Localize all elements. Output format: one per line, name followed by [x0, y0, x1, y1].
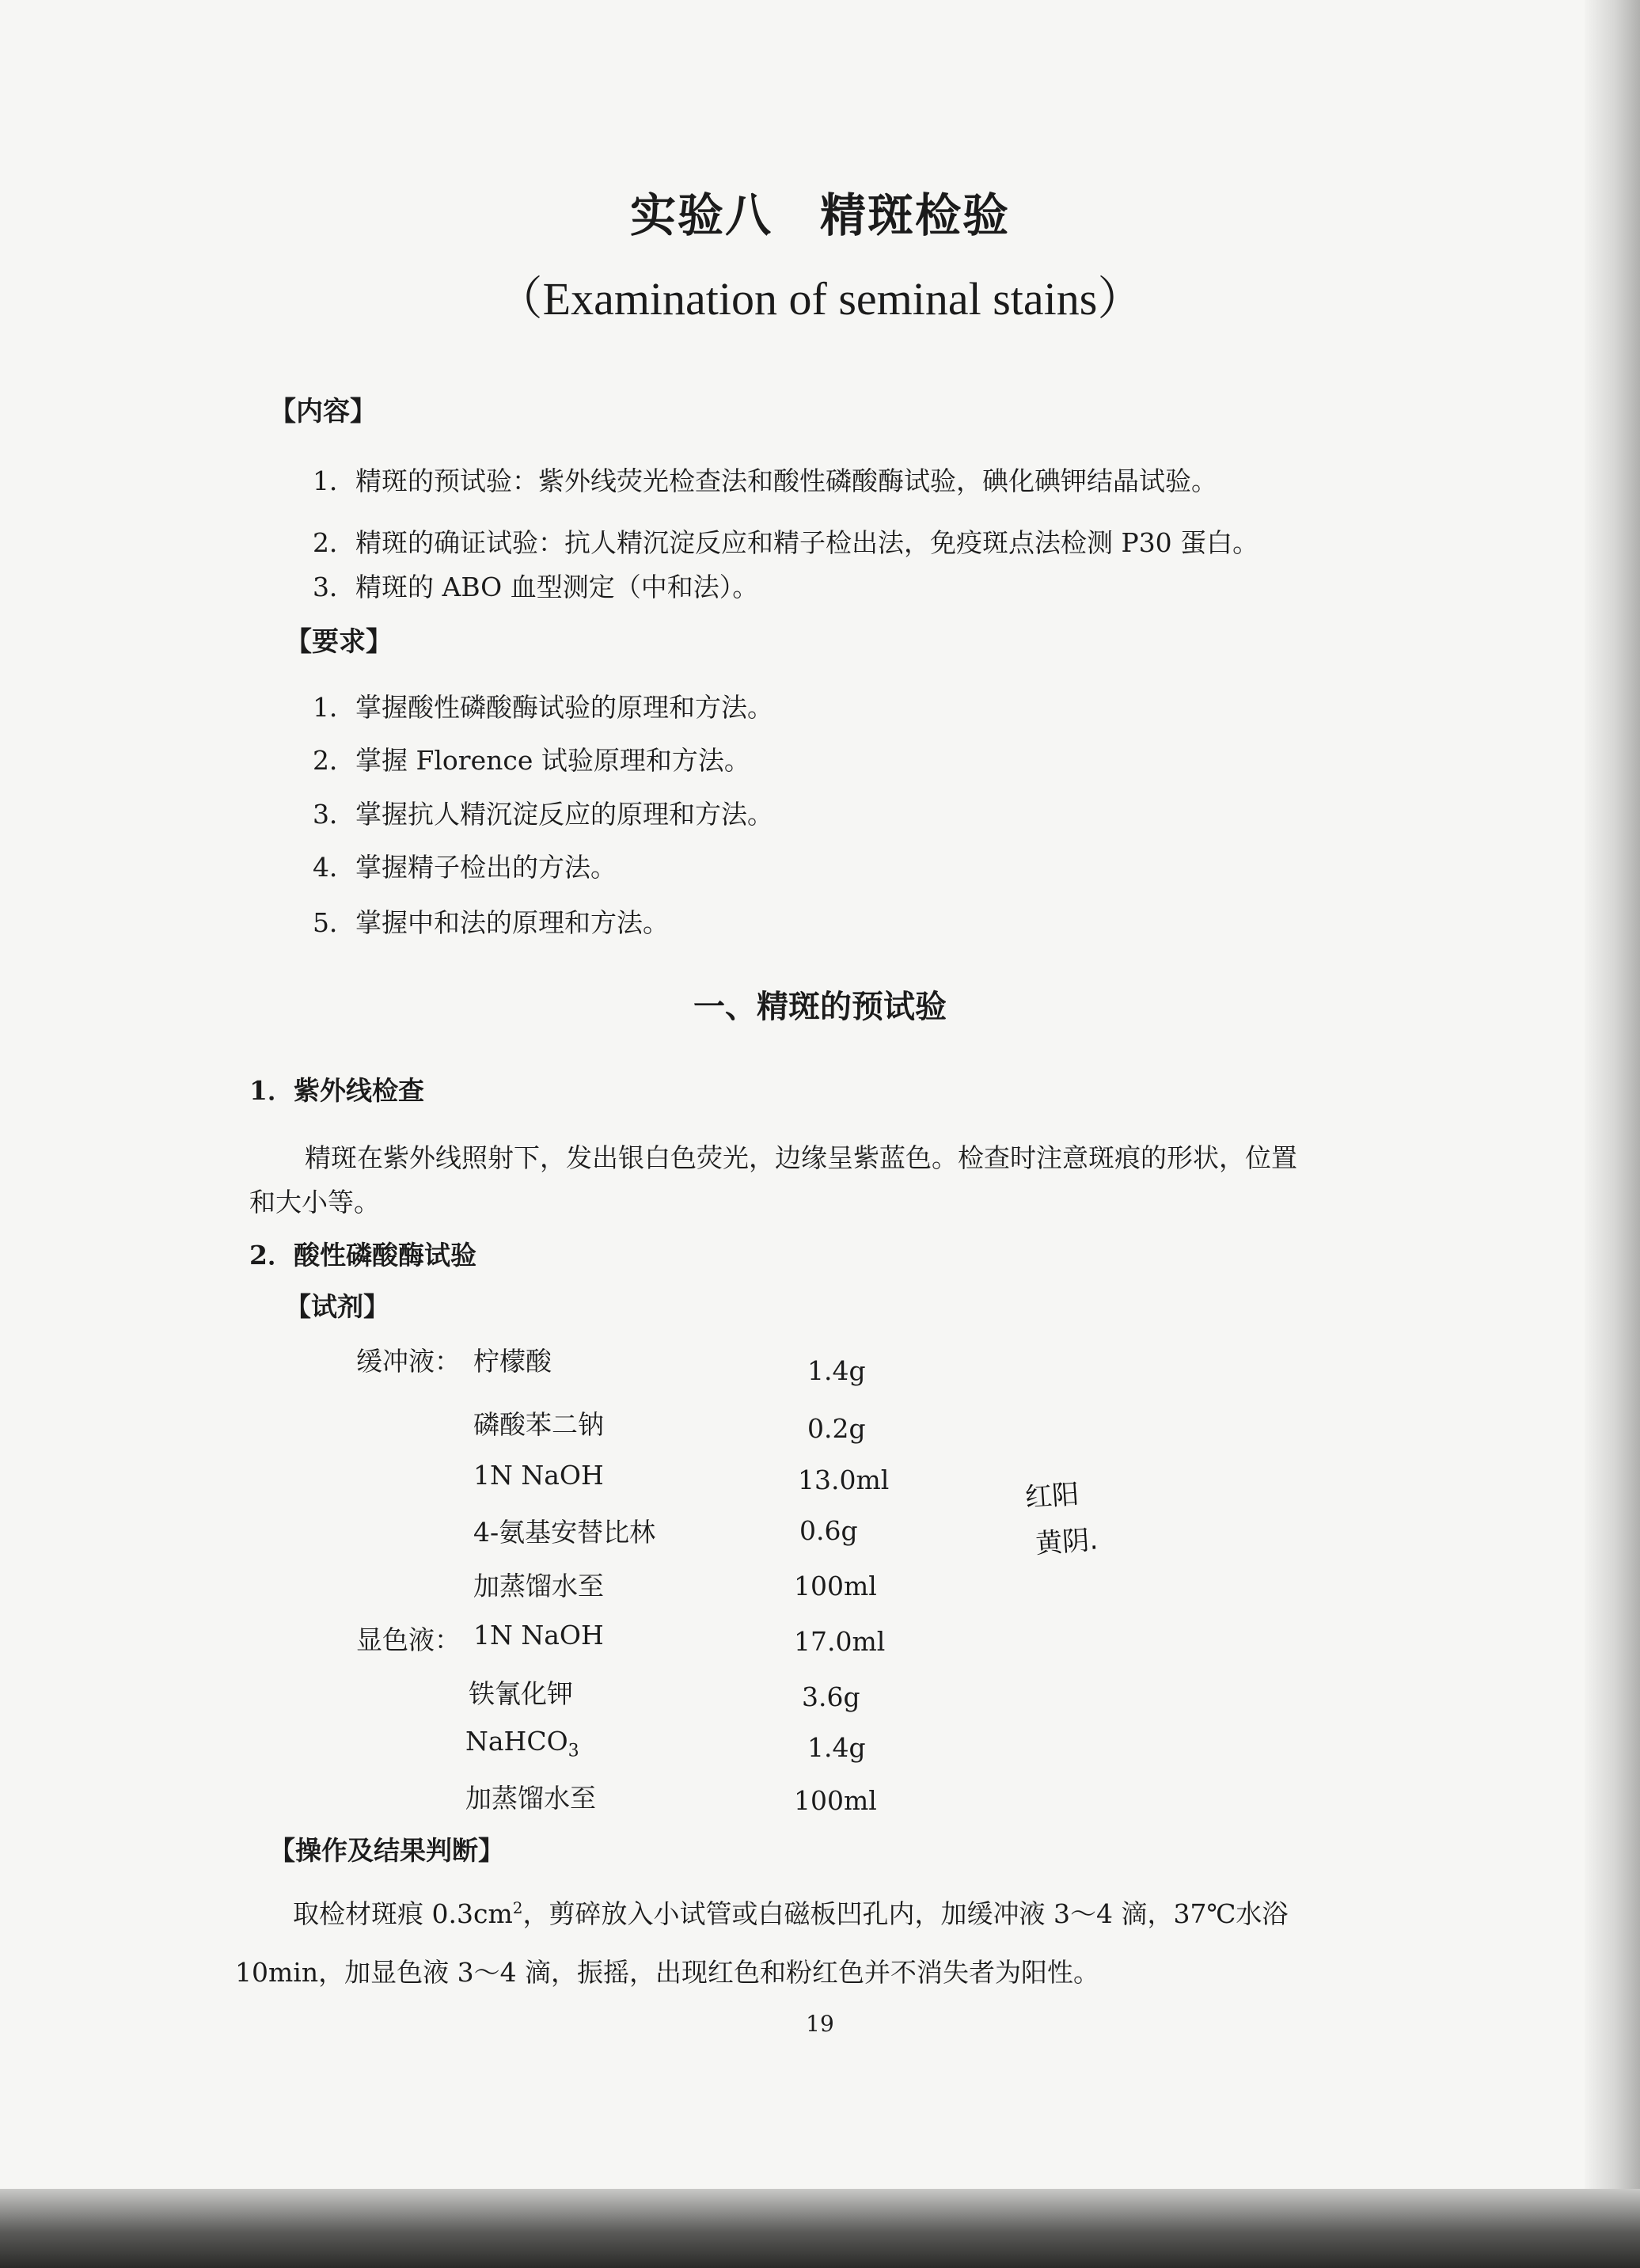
page-number: 19	[806, 2011, 834, 2037]
content-item-1: 1．精斑的预试验：紫外线荧光检查法和酸性磷酸酶试验，碘化碘钾结晶试验。	[313, 465, 1217, 496]
buffer-reagent-3: 1N NaOH	[473, 1460, 604, 1491]
developer-amount-4: 100ml	[794, 1785, 877, 1816]
page-edge-shadow	[1585, 0, 1640, 2268]
developer-reagent-1: 1N NaOH	[473, 1620, 604, 1651]
acp-heading: 2．酸性磷酸酶试验	[249, 1240, 476, 1271]
requirement-item-1: 1．掌握酸性磷酸酶试验的原理和方法。	[313, 692, 773, 723]
operation-line-2: 10min，加显色液 3～4 滴，振摇，出现红色和粉红色并不消失者为阳性。	[235, 1957, 1100, 1988]
buffer-amount-2: 0.2g	[807, 1413, 866, 1444]
developer-reagent-3: NaHCO$_3$	[465, 1726, 579, 1761]
uv-paragraph-line-2: 和大小等。	[249, 1187, 380, 1218]
uv-heading: 1．紫外线检查	[249, 1075, 424, 1106]
buffer-reagent-5: 加蒸馏水至	[473, 1571, 604, 1601]
developer-label: 显色液：	[356, 1624, 461, 1655]
page-title: 实验八 精斑检验	[629, 188, 1010, 242]
uv-paragraph-line-1: 精斑在紫外线照射下，发出银白色荧光，边缘呈紫蓝色。检查时注意斑痕的形状，位置	[305, 1142, 1297, 1173]
requirement-item-5: 5．掌握中和法的原理和方法。	[313, 907, 669, 938]
developer-reagent-2: 铁氰化钾	[469, 1678, 573, 1709]
operation-line-1: 取检材斑痕 $0.3cm^2$，剪碎放入小试管或白磁板凹孔内，加缓冲液 3～4 滴，37℃水浴	[293, 1898, 1289, 1929]
requirements-heading: 【要求】	[285, 626, 393, 658]
scan-bottom-border	[0, 2189, 1640, 2268]
reagent-heading: 【试剂】	[285, 1291, 389, 1322]
page-subtitle: （Examination of seminal stains）	[496, 273, 1144, 325]
requirement-item-4: 4．掌握精子检出的方法。	[313, 852, 617, 883]
buffer-reagent-2: 磷酸苯二钠	[473, 1409, 604, 1440]
handwritten-note-red-positive: 红阳	[1023, 1478, 1080, 1514]
developer-reagent-4: 加蒸馏水至	[465, 1783, 596, 1814]
requirement-item-2: 2．掌握 Florence 试验原理和方法。	[313, 745, 750, 776]
content-item-3: 3．精斑的 ABO 血型测定（中和法）。	[313, 572, 759, 602]
developer-amount-2: 3.6g	[802, 1681, 860, 1712]
handwritten-note-yellow-negative: 黄阴.	[1034, 1524, 1099, 1560]
buffer-amount-4: 0.6g	[799, 1515, 858, 1546]
buffer-amount-5: 100ml	[794, 1571, 877, 1601]
developer-amount-1: 17.0ml	[794, 1626, 886, 1657]
buffer-reagent-1: 柠檬酸	[473, 1346, 552, 1377]
buffer-reagent-4: 4-氨基安替比林	[473, 1517, 656, 1548]
buffer-amount-3: 13.0ml	[798, 1465, 890, 1495]
buffer-amount-1: 1.4g	[807, 1355, 866, 1386]
section-title: 一、精斑的预试验	[693, 988, 947, 1025]
developer-amount-3: 1.4g	[807, 1732, 866, 1763]
content-item-2: 2．精斑的确证试验：抗人精沉淀反应和精子检出法，免疫斑点法检测 P30 蛋白。	[313, 527, 1259, 558]
operation-heading: 【操作及结果判断】	[269, 1835, 504, 1866]
requirement-item-3: 3．掌握抗人精沉淀反应的原理和方法。	[313, 799, 773, 830]
content-heading: 【内容】	[269, 396, 377, 427]
buffer-label: 缓冲液：	[356, 1346, 461, 1377]
